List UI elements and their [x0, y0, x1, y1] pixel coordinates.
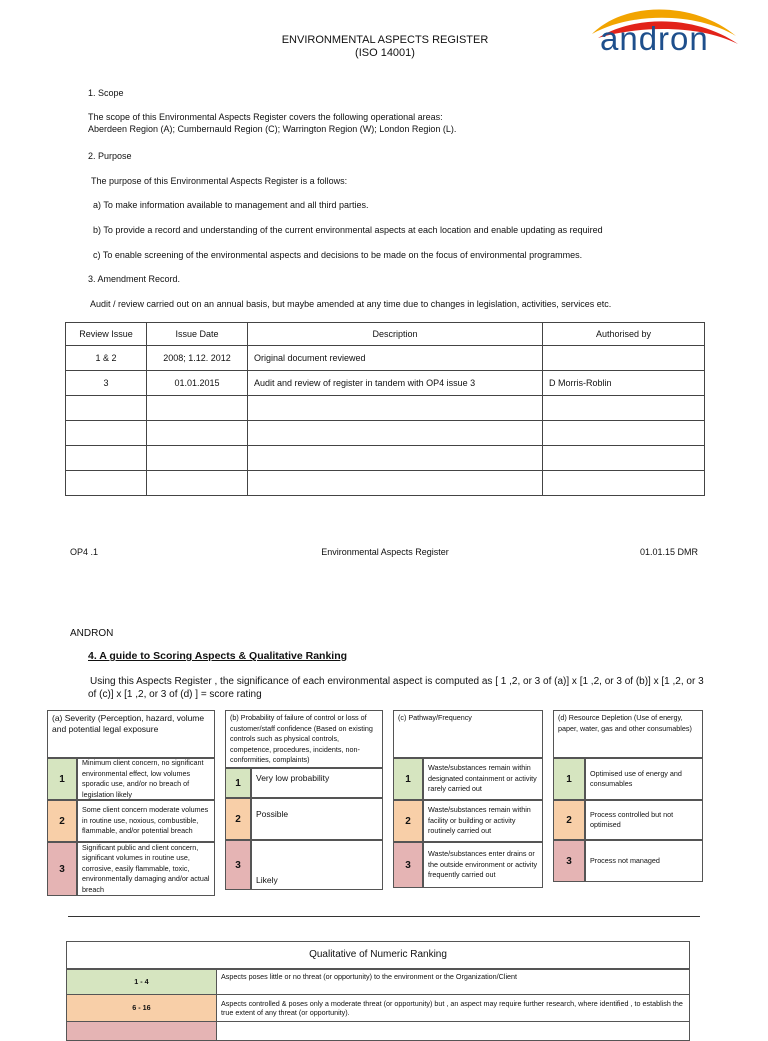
severity-score-3: 3	[47, 842, 77, 896]
resource-score-3: 3	[553, 840, 585, 882]
scoring-intro-2: of (c)] x [1 ,2, or 3 of (d) ] = score rating	[88, 689, 262, 700]
severity-score-1: 1	[47, 758, 77, 800]
cell-description: Original document reviewed	[248, 346, 543, 371]
ranking-title: Qualitative of Numeric Ranking	[66, 941, 690, 969]
table-row	[67, 1022, 690, 1041]
pathway-desc-2: Waste/substances remain within facility or building or activity routinely carried out	[423, 800, 543, 842]
purpose-item-a: a) To make information available to management and all third parties.	[93, 200, 369, 210]
table-row	[67, 970, 690, 995]
document-title: ENVIRONMENTAL ASPECTS REGISTER	[281, 34, 489, 46]
document-subtitle: (ISO 14001)	[355, 47, 415, 59]
probability-desc-3: Likely	[251, 840, 383, 890]
resource-score-1: 1	[553, 758, 585, 800]
table-row	[66, 446, 705, 471]
purpose-item-c: c) To enable screening of the environmental aspects and decisions to be made on the focus of environmental programmes.	[93, 250, 583, 260]
cell-authorised-by	[543, 346, 705, 371]
company-name: ANDRON	[70, 628, 114, 639]
scoring-intro-1: Using this Aspects Register , the significance of each environmental aspect is computed as [ 1 ,2, or 3 of (a)] x [1 ,2, or 3 of (b)] x [1 ,2, or 3	[90, 676, 704, 687]
table-row	[67, 995, 690, 1022]
table-row	[66, 471, 705, 496]
severity-desc-2: Some client concern moderate volumes in routine use, noxious, combustible, flammable, and/or potential breach	[77, 800, 215, 842]
pathway-desc-1: Waste/substances remain within designated containment or activity rarely carried out	[423, 758, 543, 800]
resource-desc-2: Process controlled but not optimised	[585, 800, 703, 840]
table-header-row	[66, 323, 705, 346]
probability-desc-1: Very low probability	[251, 768, 383, 798]
severity-header: (a) Severity (Perception, hazard, volume and potential legal exposure	[47, 710, 215, 758]
column-header: Description	[248, 323, 543, 346]
cell-issue-date: 01.01.2015	[147, 371, 248, 396]
table-row	[66, 396, 705, 421]
pathway-header: (c) Pathway/Frequency	[393, 710, 543, 758]
table-row	[66, 371, 705, 396]
ranking-range-low: 1 - 4	[67, 970, 217, 995]
purpose-heading: 2. Purpose	[88, 151, 132, 161]
pathway-desc-3: Waste/substances enter drains or the outside environment or activity frequently carried out	[423, 842, 543, 888]
ranking-desc-high	[217, 1022, 690, 1041]
table-row	[66, 421, 705, 446]
probability-header: (b) Probability of failure of control or loss of customer/staff confidence (Based on existing controls such as physical controls, competence, procedures, incidents, non-conformities, complaints)	[225, 710, 383, 768]
ranking-range-high	[67, 1022, 217, 1041]
column-header: Review Issue	[66, 323, 147, 346]
ranking-desc-medium: Aspects controlled & poses only a moderate threat (or opportunity) but , an aspect may require further research, where identified , to establish the true extent of any threat (or opportunity).	[217, 995, 690, 1022]
amendment-heading: 3. Amendment Record.	[88, 274, 181, 284]
severity-score-2: 2	[47, 800, 77, 842]
cell-description: Audit and review of register in tandem with OP4 issue 3	[248, 371, 543, 396]
cell-authorised-by: D Morris-Roblin	[543, 371, 705, 396]
resource-desc-3: Process not managed	[585, 840, 703, 882]
ranking-table	[66, 969, 690, 1041]
cell-review-issue: 1 & 2	[66, 346, 147, 371]
pathway-score-1: 1	[393, 758, 423, 800]
probability-score-2: 2	[225, 798, 251, 840]
resource-header: (d) Resource Depletion (Use of energy, paper, water, gas and other consumables)	[553, 710, 703, 758]
purpose-item-b: b) To provide a record and understanding of the current environmental aspects at each location and enable updating as required	[93, 225, 603, 235]
probability-score-3: 3	[225, 840, 251, 890]
column-header: Authorised by	[543, 323, 705, 346]
probability-score-1: 1	[225, 768, 251, 798]
footer-ref: OP4 .1	[70, 547, 99, 557]
amendment-text: Audit / review carried out on an annual basis, but maybe amended at any time due to changes in legislation, activities, services etc.	[90, 299, 612, 309]
cell-review-issue: 3	[66, 371, 147, 396]
resource-desc-1: Optimised use of energy and consumables	[585, 758, 703, 800]
purpose-intro: The purpose of this Environmental Aspects Register is a follows:	[91, 176, 348, 186]
pathway-score-3: 3	[393, 842, 423, 888]
scope-text-1: The scope of this Environmental Aspects Register covers the following operational areas:	[88, 112, 443, 122]
scope-heading: 1. Scope	[88, 88, 124, 98]
ranking-desc-low: Aspects poses little or no threat (or opportunity) to the environment or the Organization/Client	[217, 970, 690, 995]
logo-text: andron	[600, 20, 709, 57]
section-divider	[68, 916, 700, 917]
resource-score-2: 2	[553, 800, 585, 840]
severity-desc-1: Minimum client concern, no significant environmental effect, low volumes sporadic use, and/or no breach of legislation likely	[77, 758, 215, 800]
severity-desc-3: Significant public and client concern, significant volumes in routine use, corrosive, easily flammable, toxic, environmentally damaging and/or actual breach	[77, 842, 215, 896]
amendment-table	[65, 322, 705, 496]
scope-text-2: Aberdeen Region (A); Cumbernauld Region (C); Warrington Region (W); London Region (L).	[88, 124, 457, 134]
pathway-score-2: 2	[393, 800, 423, 842]
ranking-range-medium: 6 - 16	[67, 995, 217, 1022]
probability-desc-2: Possible	[251, 798, 383, 840]
footer-date: 01.01.15 DMR	[639, 547, 698, 557]
andron-logo	[586, 4, 746, 84]
table-row	[66, 346, 705, 371]
cell-issue-date: 2008; 1.12. 2012	[147, 346, 248, 371]
column-header: Issue Date	[147, 323, 248, 346]
section-4-heading: 4. A guide to Scoring Aspects & Qualitative Ranking	[88, 650, 348, 662]
footer-title: Environmental Aspects Register	[321, 547, 449, 557]
